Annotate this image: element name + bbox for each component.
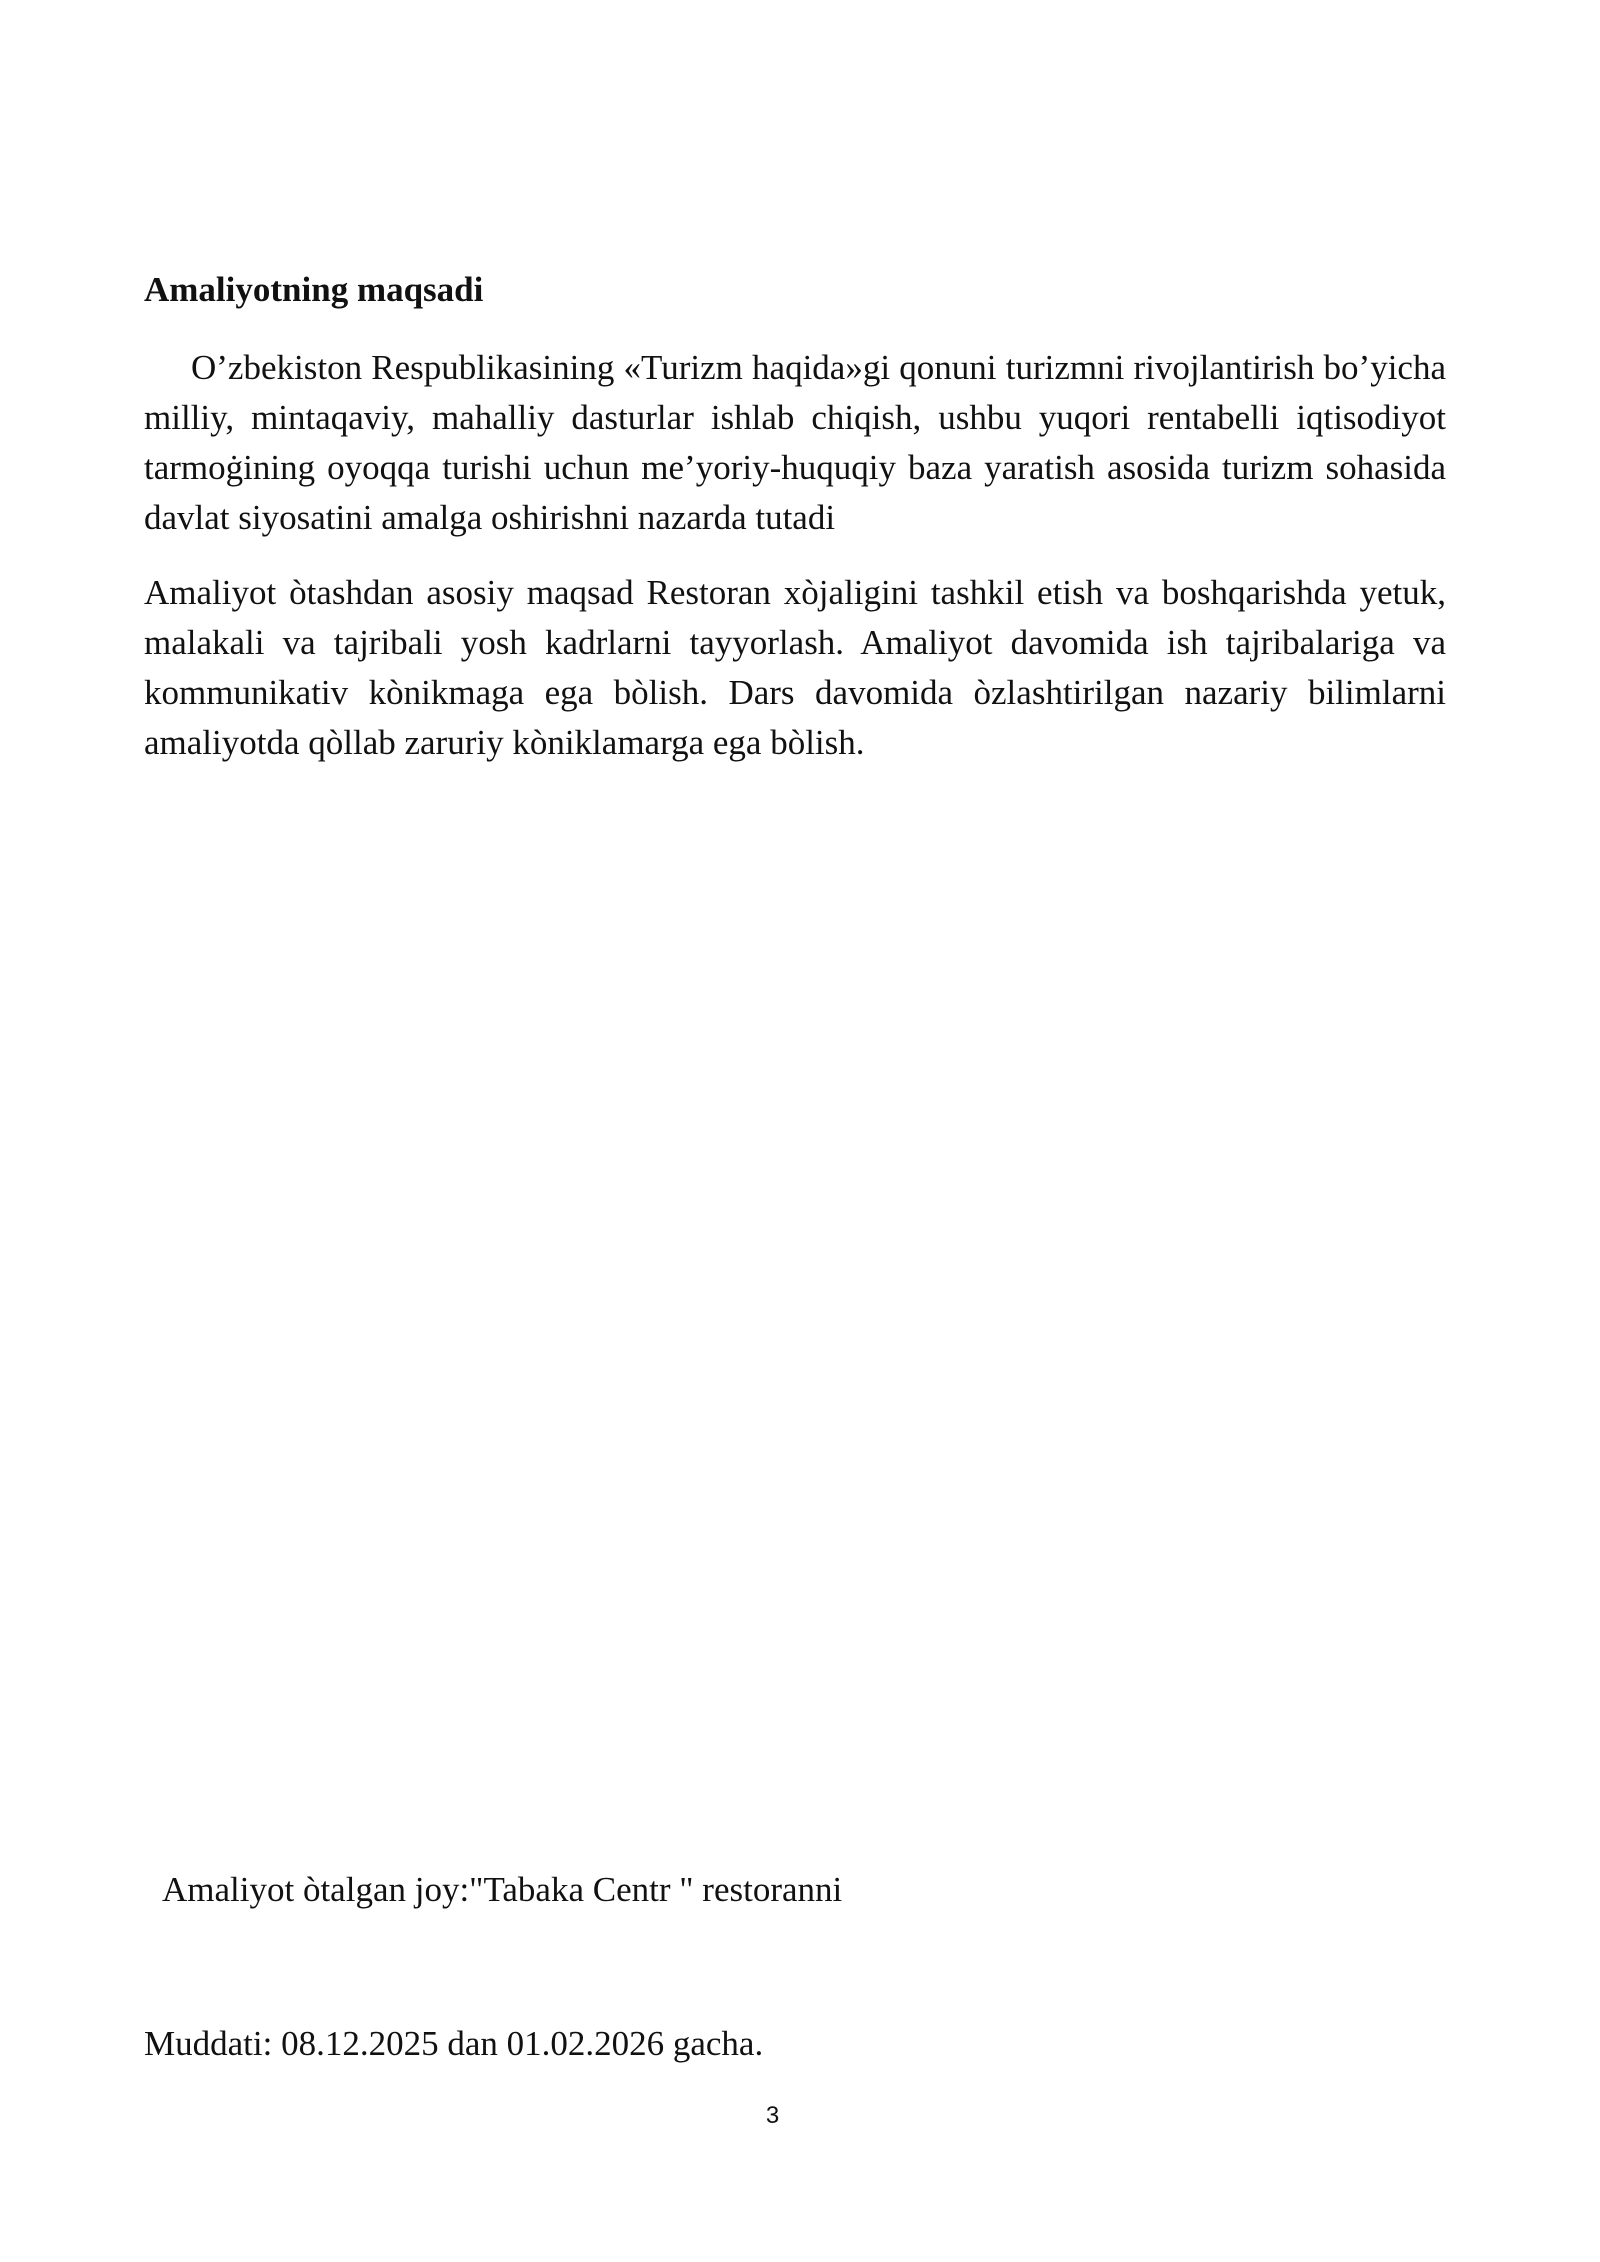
paragraph-law-overview: O’zbekiston Respublikasining «Turizm haqida»gi qonuni turizmni rivojlantirish bo’yicha milliy, mintaqaviy, mahalliy dasturlar ishlab chiqish, ushbu yuqori rentabelli iqtisodiyot tarmoġining oyoqqa turishi uchun me’yoriy-huquqiy baza yaratish asosida turizm sohasida davlat siyosatini amalga oshirishni nazarda tutadi [144,348,1446,537]
practice-place: Amaliyot òtalgan joy:"Tabaka Centr " restoranni [162,1870,843,1909]
practice-period: Muddati: 08.12.2025 dan 01.02.2026 gacha. [144,2024,764,2063]
section-heading: Amaliyotning maqsadi [144,270,484,309]
page-number: 3 [765,2102,780,2129]
paragraph-practice-goal: Amaliyot òtashdan asosiy maqsad Restoran xòjaligini tashkil etish va boshqarishda yetuk, malakali va tajribali yosh kadrlarni tayyorlash. Amaliyot davomida ish tajribalariga va kommunikativ kònikmaga ega bòlish. Dars davomida òzlashtirilgan nazariy bilimlarni amaliyotda qòllab zaruriy kòniklamarga ega bòlish. [144,573,1446,762]
